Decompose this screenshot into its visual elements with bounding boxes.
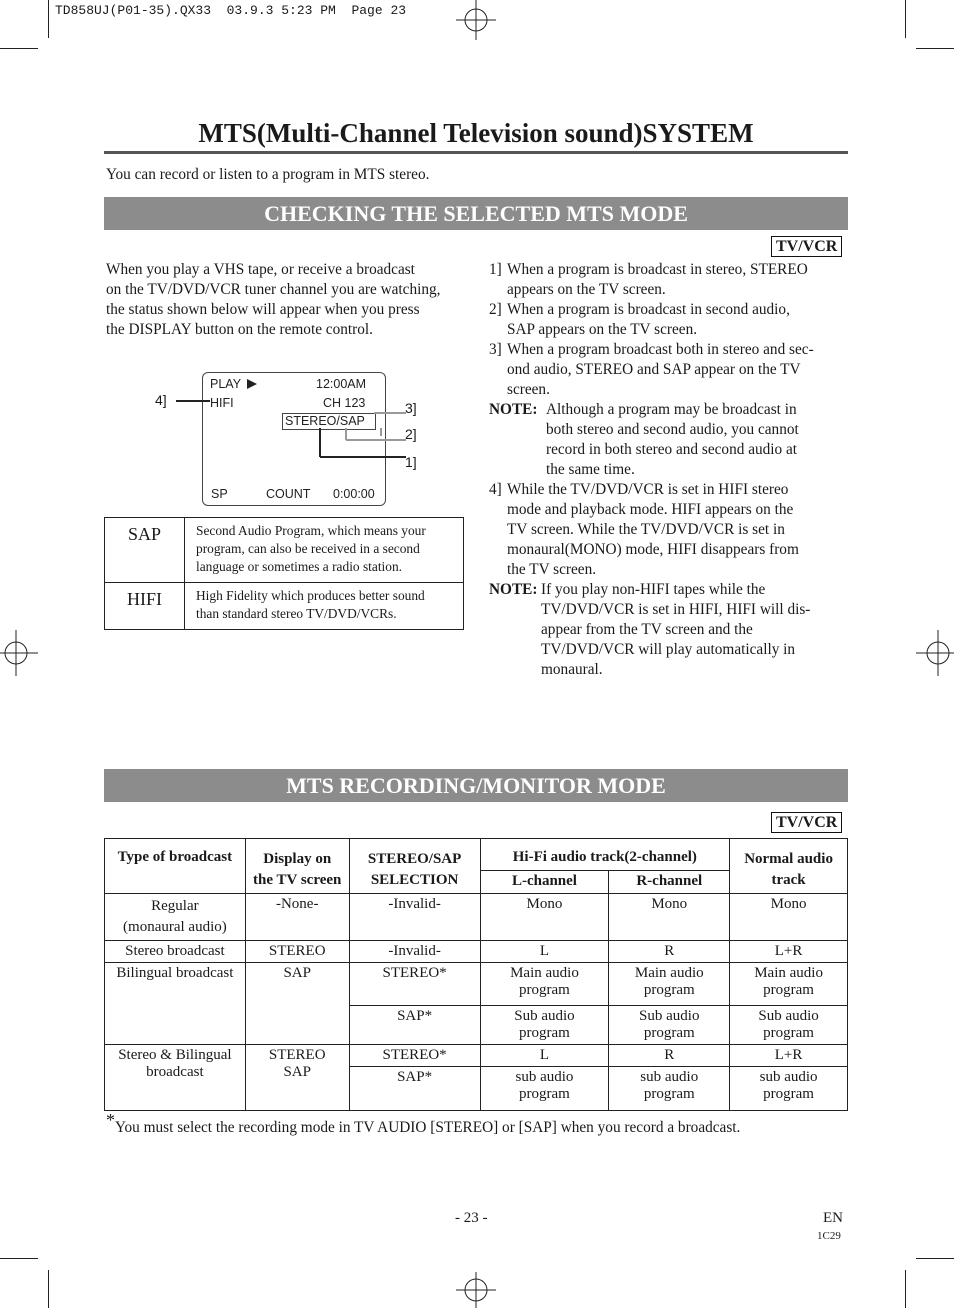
- text-line: mode and playback mode. HIFI appears on the: [507, 501, 794, 518]
- tv-vcr-badge: TV/VCR: [771, 236, 842, 257]
- text-line: High Fidelity which produces better sound: [196, 588, 425, 603]
- cell-selection: SAP*: [349, 1067, 480, 1111]
- screen-channel: CH 123: [323, 396, 366, 410]
- text-line: Second Audio Program, which means your: [196, 523, 426, 538]
- screen-count: COUNT: [266, 487, 311, 501]
- registration-mark-icon: [0, 630, 38, 676]
- footnote-text: You must select the recording mode in TV AUDIO [STEREO] or [SAP] when you record a broadcast.: [115, 1119, 741, 1136]
- header-display: [245, 839, 349, 894]
- definitions-table: [104, 517, 464, 630]
- cell-line: sub audio: [515, 1069, 574, 1085]
- table-row: [105, 941, 848, 963]
- cell-line: program: [643, 1025, 695, 1041]
- term-hifi: HIFI: [105, 583, 185, 630]
- screen-counter: 0:00:00: [333, 487, 375, 501]
- table-header-row: [105, 839, 848, 871]
- header-l-channel: L-channel: [480, 870, 609, 893]
- cell-line: Regular: [151, 898, 199, 914]
- header-hifi: [480, 839, 730, 871]
- item-number: 3]: [489, 341, 502, 358]
- title-rule: [104, 151, 848, 154]
- cell-line: SAP: [283, 1064, 311, 1080]
- crop-mark: [0, 48, 38, 49]
- text-line: than standard stereo TV/DVD/VCRs.: [196, 606, 397, 621]
- cell-display: -None-: [245, 894, 349, 941]
- note-label: NOTE:: [489, 401, 538, 418]
- section1-intro: [106, 260, 440, 340]
- table-row: [105, 1045, 848, 1067]
- cell-line: STEREO: [268, 1047, 326, 1063]
- header-label: Hi-Fi audio track(2-channel): [512, 849, 697, 865]
- text-line: appears on the TV screen.: [507, 281, 666, 298]
- text-line: program, can also be received in a second: [196, 541, 420, 556]
- cell-line: program: [519, 982, 570, 998]
- cell-line: program: [643, 982, 695, 998]
- text-line: TV screen. While the TV/DVD/VCR is set in: [507, 521, 785, 538]
- text-line: When a program is broadcast in second audio,: [507, 301, 790, 318]
- cell-l: L: [480, 1045, 609, 1067]
- crop-mark: [0, 1258, 38, 1259]
- header-selection: [349, 839, 480, 894]
- text-line: When a program broadcast both in stereo and sec-: [507, 341, 814, 358]
- text-line: the status shown below will appear when you press: [106, 301, 420, 318]
- header-type: [105, 839, 246, 894]
- cell-line: sub audio: [759, 1069, 818, 1085]
- cell-line: (monaural audio): [123, 919, 227, 935]
- crop-mark: [905, 1270, 906, 1308]
- note-label: NOTE:: [489, 581, 538, 598]
- text-line: While the TV/DVD/VCR is set in HIFI stereo: [507, 481, 789, 498]
- header-label: Type of broadcast: [117, 849, 233, 865]
- note-block: [489, 580, 849, 680]
- cell-type: Bilingual broadcast: [105, 963, 246, 1045]
- table-row: [105, 583, 464, 630]
- screen-stereo-sap: STEREO/SAP: [285, 414, 365, 428]
- text-line: on the TV/DVD/VCR tuner channel you are watching,: [106, 281, 441, 298]
- list-item: [489, 340, 849, 400]
- mts-mode-table: [104, 838, 848, 1111]
- table-row: [105, 894, 848, 941]
- screen-play-label: PLAY: [210, 377, 242, 391]
- text-line: monaural.: [541, 661, 603, 678]
- cell-line: program: [763, 1025, 814, 1041]
- header-normal: [730, 839, 848, 894]
- cell-line: program: [763, 1086, 814, 1102]
- cell-normal: [730, 1067, 848, 1111]
- crop-mark: [48, 1270, 49, 1308]
- screen-hifi: HIFI: [210, 396, 234, 410]
- definition-sap: [185, 518, 464, 583]
- header-label: the TV screen: [253, 872, 342, 888]
- text-line: monaural(MONO) mode, HIFI disappears from: [507, 541, 799, 558]
- cell-l: L: [480, 941, 609, 963]
- cell-selection: SAP*: [349, 1006, 480, 1045]
- tv-vcr-badge: TV/VCR: [771, 812, 842, 833]
- text-line: When you play a VHS tape, or receive a broadcast: [106, 261, 415, 278]
- header-r-channel: R-channel: [609, 870, 730, 893]
- item-number: 2]: [489, 301, 502, 318]
- doc-code: 1C29: [817, 1230, 841, 1242]
- text-line: appear from the TV screen and the: [541, 621, 753, 638]
- list-item: [489, 480, 849, 580]
- header-label: SELECTION: [370, 872, 459, 888]
- definition-hifi: [185, 583, 464, 630]
- table-row: [105, 518, 464, 583]
- footnote: [106, 1109, 741, 1138]
- cell-r: R: [609, 941, 730, 963]
- cell-type: Stereo broadcast: [105, 941, 246, 963]
- cell-line: Main audio: [634, 965, 704, 981]
- section-heading-recording: MTS RECORDING/MONITOR MODE: [104, 769, 848, 802]
- cell-line: program: [519, 1086, 570, 1102]
- cell-display: [245, 1045, 349, 1111]
- text-line: ond audio, STEREO and SAP appear on the TV: [507, 361, 801, 378]
- list-item: [489, 300, 849, 340]
- file-info: TD858UJ(P01-35).QX33 03.9.3 5:23 PM Page 23: [55, 3, 407, 18]
- page-title: MTS(Multi-Channel Television sound)SYSTEM: [198, 118, 754, 148]
- header-label: Normal audio: [744, 851, 833, 867]
- text-line: the TV screen.: [507, 561, 597, 578]
- cell-l: [480, 1006, 609, 1045]
- callout-1: 1]: [405, 454, 417, 470]
- cell-r: [609, 1067, 730, 1111]
- cell-normal: L+R: [730, 1045, 848, 1067]
- cell-selection: -Invalid-: [349, 941, 480, 963]
- cell-selection: -Invalid-: [349, 894, 480, 941]
- callout-4: 4]: [155, 392, 167, 408]
- cell-line: program: [519, 1025, 570, 1041]
- item-number: 1]: [489, 261, 502, 278]
- text-line: record in both stereo and second audio at: [546, 441, 798, 458]
- cell-l: Mono: [480, 894, 609, 941]
- header-label: Display on: [263, 851, 332, 867]
- intro-text: You can record or listen to a program in MTS stereo.: [106, 166, 430, 183]
- footnote-mark: *: [106, 1109, 115, 1130]
- crop-mark: [905, 0, 906, 38]
- cell-r: R: [609, 1045, 730, 1067]
- cell-line: program: [763, 982, 814, 998]
- text-line: TV/DVD/VCR is set in HIFI, HIFI will dis-: [541, 601, 811, 618]
- header-label: STEREO/SAP: [367, 851, 462, 867]
- item-number: 4]: [489, 481, 502, 498]
- cell-line: broadcast: [146, 1064, 204, 1080]
- text-line: Although a program may be broadcast in: [546, 401, 797, 418]
- registration-mark-icon: [916, 630, 954, 676]
- text-line: screen.: [507, 381, 550, 398]
- text-line: When a program is broadcast in stereo, STEREO: [507, 261, 808, 278]
- cell-l: [480, 963, 609, 1006]
- term-sap: SAP: [105, 518, 185, 583]
- screen-sp: SP: [211, 487, 228, 501]
- page-number: - 23 -: [455, 1210, 488, 1226]
- text-line: both stereo and second audio, you cannot: [546, 421, 799, 438]
- right-column: [489, 260, 849, 680]
- cell-line: Stereo & Bilingual: [118, 1047, 232, 1063]
- text-line: language or sometimes a radio station.: [196, 559, 403, 574]
- cell-display: STEREO: [245, 941, 349, 963]
- header-label: track: [771, 872, 806, 888]
- cell-r: [609, 1006, 730, 1045]
- text-line: TV/DVD/VCR will play automatically in: [541, 641, 796, 658]
- cell-line: Main audio: [754, 965, 823, 981]
- cell-normal: [730, 963, 848, 1006]
- text-line: If you play non-HIFI tapes while the: [541, 581, 766, 598]
- cell-selection: STEREO*: [349, 963, 480, 1006]
- crop-mark: [916, 48, 954, 49]
- language-code: EN: [823, 1210, 843, 1226]
- crop-mark: [916, 1258, 954, 1259]
- cell-normal: L+R: [730, 941, 848, 963]
- cell-line: Main audio: [510, 965, 579, 981]
- cell-l: [480, 1067, 609, 1111]
- section-heading-checking: CHECKING THE SELECTED MTS MODE: [104, 197, 848, 230]
- table-row: [105, 963, 848, 1006]
- callout-2: 2]: [405, 426, 417, 442]
- screen-time: 12:00AM: [316, 377, 367, 391]
- cell-type: [105, 1045, 246, 1111]
- cell-selection: STEREO*: [349, 1045, 480, 1067]
- cell-line: program: [643, 1086, 695, 1102]
- cell-line: Sub audio: [758, 1008, 819, 1024]
- cell-normal: [730, 1006, 848, 1045]
- text-line: the same time.: [546, 461, 635, 478]
- cell-display: SAP: [245, 963, 349, 1045]
- cell-normal: Mono: [730, 894, 848, 941]
- cell-line: Sub audio: [514, 1008, 575, 1024]
- text-line: SAP appears on the TV screen.: [507, 321, 698, 338]
- cell-type: [105, 894, 246, 941]
- registration-mark-icon: [456, 1272, 496, 1308]
- note-block: [489, 400, 849, 480]
- list-item: [489, 260, 849, 300]
- cell-r: Mono: [609, 894, 730, 941]
- callout-lines: [150, 380, 410, 480]
- cell-r: [609, 963, 730, 1006]
- cell-line: Sub audio: [639, 1008, 700, 1024]
- cell-line: sub audio: [640, 1069, 699, 1085]
- crop-mark: [48, 0, 49, 38]
- text-line: the DISPLAY button on the remote control.: [106, 321, 373, 338]
- registration-mark-icon: [456, 0, 496, 40]
- callout-3: 3]: [405, 400, 417, 416]
